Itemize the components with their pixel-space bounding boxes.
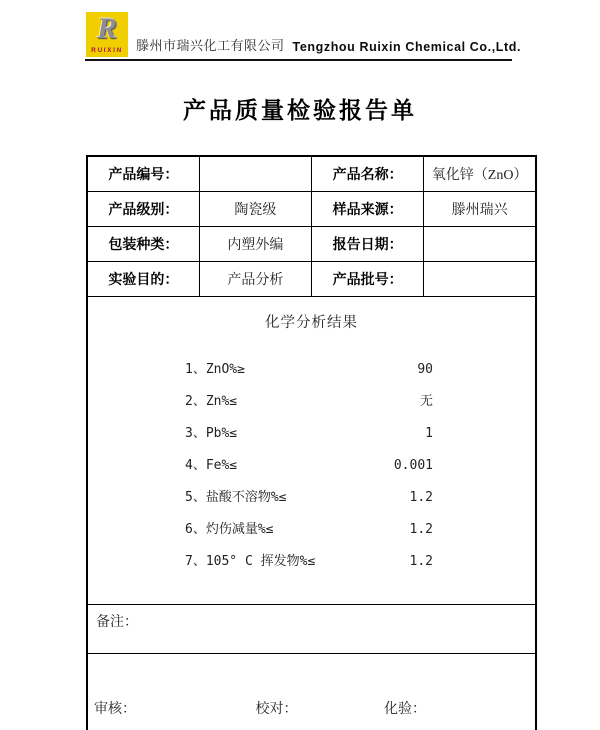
product-code-value [199,156,311,192]
remarks-label: 备注： [96,615,138,630]
company-header [86,12,521,57]
info-row [87,192,536,227]
notes-row [87,605,536,654]
analysis-item-name: 7、105° C 挥发物%≤ [185,554,316,569]
analysis-item [185,514,433,546]
product-name-value: 氧化锌（ZnO） [424,156,536,192]
analysis-item-value: 90 [417,362,433,377]
logo-brand-text: RUIXIN [91,47,123,54]
analysis-item [185,450,433,482]
signature-row [87,654,536,730]
analysis-row [87,297,536,605]
analysis-item-name: 6、灼伤减量%≤ [185,522,274,537]
analysis-item-value: 1.2 [409,554,433,569]
analysis-item [185,386,433,418]
reviewer-label: 审核： [94,702,136,717]
signature-area [87,654,536,730]
batch-number-value [424,262,536,297]
info-row [87,227,536,262]
batch-number-label: 产品批号： [312,262,424,297]
report-title: 产品质量检验报告单 [183,97,417,123]
analysis-section-title: 化学分析结果 [265,315,358,331]
remarks-area [87,605,536,654]
analysis-item [185,354,433,386]
report-table [86,155,537,730]
analysis-item-value: 无 [419,394,433,409]
analysis-list [185,354,433,578]
company-name-en: Tengzhou Ruixin Chemical Co.,Ltd. [292,40,522,54]
assayer-label: 化验： [384,702,426,717]
analysis-item [185,418,433,450]
info-row [87,156,536,192]
analysis-item-value: 0.001 [393,458,433,473]
analysis-item-name: 3、Pb%≤ [185,426,238,441]
report-date-label: 报告日期： [312,227,424,262]
proofreader-label: 校对： [255,702,298,717]
company-name-cn: 滕州市瑞兴化工有限公司 [136,38,285,53]
logo-r-letter: R [96,12,117,45]
analysis-item-name: 2、Zn%≤ [185,394,238,409]
analysis-item-name: 4、Fe%≤ [185,458,238,473]
analysis-item-name: 1、ZnO%≥ [185,362,245,377]
analysis-item-name: 5、盐酸不溶物%≤ [185,490,287,505]
packaging-type-label: 包装种类： [87,227,199,262]
sample-source-value: 滕州瑞兴 [424,192,536,227]
experiment-purpose-label: 实验目的： [87,262,199,297]
product-grade-label: 产品级别： [87,192,199,227]
product-name-label: 产品名称： [312,156,424,192]
ruixin-logo [86,12,128,57]
experiment-purpose-value: 产品分析 [199,262,311,297]
product-grade-value: 陶瓷级 [199,192,311,227]
analysis-item [185,546,433,578]
report-date-value [424,227,536,262]
info-row [87,262,536,297]
analysis-item-value: 1.2 [409,522,433,537]
analysis-item-value: 1.2 [409,490,433,505]
chemical-analysis-section [87,297,536,605]
header-divider-line [85,59,512,61]
product-code-label: 产品编号： [87,156,199,192]
sample-source-label: 样品来源： [312,192,424,227]
analysis-item [185,482,433,514]
analysis-item-value: 1 [425,426,433,441]
packaging-type-value: 内塑外编 [199,227,311,262]
